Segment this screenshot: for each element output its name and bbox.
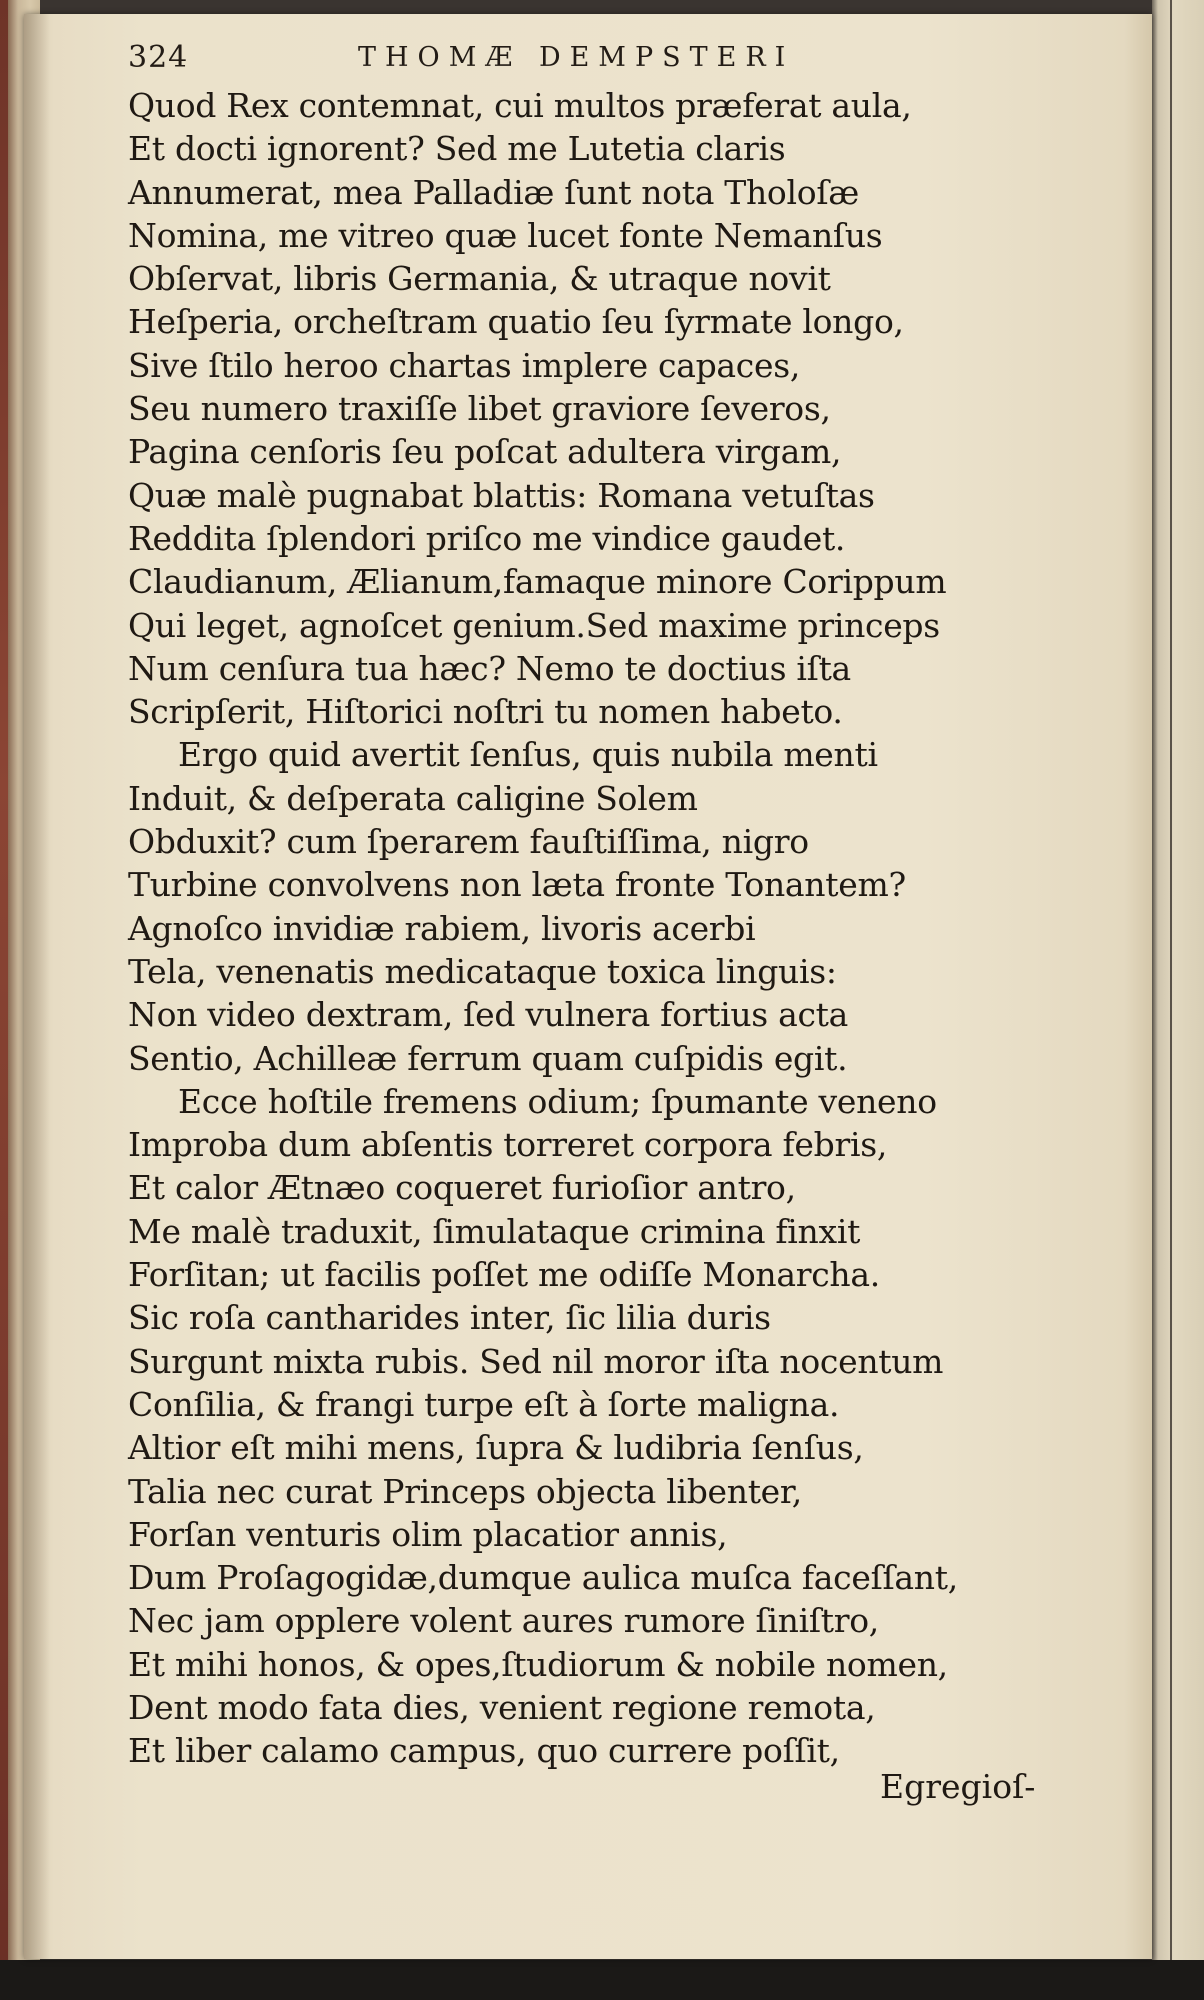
- verse-line: Non video dextram, ſed vulnera fortius acta: [128, 995, 849, 1035]
- verse-line: Sive ſtilo heroo chartas implere capaces,: [128, 345, 801, 385]
- verse-line: Heſperia, orcheſtram quatio ſeu ſyrmate longo,: [128, 302, 904, 342]
- verse-line: Improba dum abſentis torreret corpora febris,: [128, 1125, 888, 1165]
- verse-line: Dum Proſagogidæ,dumque aulica muſca faceſſant,: [128, 1558, 958, 1598]
- next-page-edge: [1152, 0, 1204, 1965]
- running-head: THOMÆ DEMPSTERI: [358, 42, 795, 73]
- verse-line: Sic roſa cantharides inter, ſic lilia duris: [128, 1298, 771, 1338]
- catchword: Egregioſ-: [880, 1767, 1036, 1806]
- verse-line: Qui leget, agnoſcet genium.Sed maxime princeps: [128, 605, 940, 645]
- verse-line: Seu numero traxiſſe libet graviore ſeveros,: [128, 389, 831, 429]
- verse-line: Et docti ignorent? Sed me Lutetia claris: [128, 129, 786, 169]
- verse-line: Reddita ſplendori priſco me vindice gaudet.: [128, 518, 846, 558]
- verse-line: Et calor Ætnæo coqueret furioſior antro,: [128, 1168, 796, 1208]
- verse-line: Et mihi honos, & opes,ſtudiorum & nobile nomen,: [128, 1644, 948, 1684]
- verse-line: Sentio, Achilleæ ferrum quam cuſpidis egit.: [128, 1038, 848, 1078]
- verse-text: [128, 84, 1088, 1773]
- verse-line: Et liber calamo campus, quo currere poſſit,: [128, 1731, 840, 1771]
- verse-line: Me malè traduxit, ſimulataque crimina finxit: [128, 1211, 861, 1251]
- page-number: 324: [128, 40, 189, 75]
- verse-line: Conſilia, & frangi turpe eſt à ſorte maligna.: [128, 1384, 840, 1424]
- verse-line: Pagina cenſoris ſeu poſcat adultera virgam,: [128, 432, 842, 472]
- verse-line: Agnoſco invidiæ rabiem, livoris acerbi: [128, 908, 756, 948]
- verse-line: Obduxit? cum ſperarem fauſtiſſima, nigro: [128, 822, 809, 862]
- verse-line: Forſan venturis olim placatior annis,: [128, 1514, 728, 1554]
- page-fold: [1170, 0, 1172, 1965]
- verse-line: Ergo quid avertit ſenſus, quis nubila menti: [178, 735, 878, 775]
- verse-line: Quæ malè pugnabat blattis: Romana vetuſtas: [128, 475, 875, 515]
- verse-line: Turbine convolvens non læta fronte Tonantem?: [128, 865, 906, 905]
- verse-line: Nomina, me vitreo quæ lucet fonte Nemanſus: [128, 215, 883, 255]
- book-binding: [0, 0, 8, 1965]
- verse-line: Obſervat, libris Germania, & utraque novit: [128, 259, 831, 299]
- verse-line: Num cenſura tua hæc? Nemo te doctius iſta: [128, 648, 851, 688]
- verse-line: Induit, & deſperata caligine Solem: [128, 778, 698, 818]
- verse-line: Dent modo fata dies, venient regione remota,: [128, 1687, 876, 1727]
- verse-line: Annumerat, mea Palladiæ ſunt nota Tholoſæ: [128, 172, 859, 212]
- verse-line: Forſitan; ut facilis poſſet me odiſſe Monarcha.: [128, 1255, 880, 1295]
- verse-line: Tela, venenatis medicataque toxica linguis:: [128, 951, 837, 991]
- page-header: [128, 40, 928, 84]
- verse-line: Surgunt mixta rubis. Sed nil moror iſta nocentum: [128, 1341, 944, 1381]
- verse-line: Ecce hoſtile fremens odium; ſpumante veneno: [178, 1081, 937, 1121]
- gutter-shadow: [24, 14, 50, 1959]
- verse-line: Altior eſt mihi mens, ſupra & ludibria ſenſus,: [128, 1428, 864, 1468]
- verse-line: Quod Rex contemnat, cui multos præferat aula,: [128, 86, 912, 125]
- verse-line: Talia nec curat Princeps objecta libenter,: [128, 1471, 802, 1511]
- verse-line: Nec jam opplere volent aures rumore ſiniſtro,: [128, 1601, 879, 1641]
- scan-background: [0, 1960, 1204, 2000]
- verse-line: Claudianum, Ælianum,famaque minore Corippum: [128, 562, 947, 602]
- verse-line: Scripſerit, Hiſtorici noſtri tu nomen habeto.: [128, 692, 843, 732]
